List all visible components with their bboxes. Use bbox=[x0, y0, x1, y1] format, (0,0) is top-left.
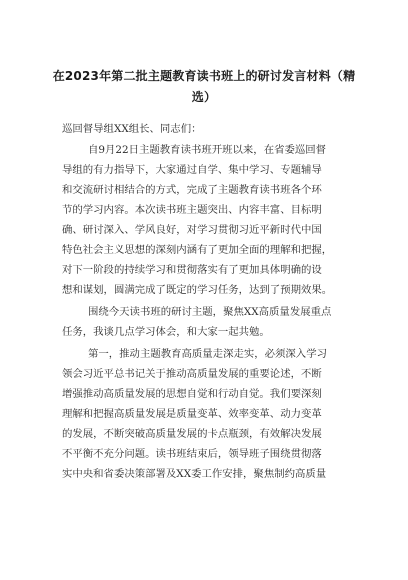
paragraph-line: 对下一阶段的持续学习和贯彻落实有了更加具体明确的设 bbox=[62, 264, 322, 276]
paragraph-line: 导组的有力指导下，大家通过自学、集中学习、专题辅导 bbox=[62, 164, 322, 176]
paragraph-line: 节的学习内容。本次读书班主题突出、内容丰富、目标明 bbox=[62, 204, 322, 216]
salutation: 巡回督导组XX组长、同志们： bbox=[62, 123, 202, 135]
paragraph-line: 确、研讨深入、学风良好，对学习贯彻习近平新时代中国 bbox=[62, 224, 322, 236]
paragraph-line: 任务，我谈几点学习体会，和大家一起共勉。 bbox=[62, 326, 270, 338]
paragraph-line: 领会习近平总书记关于推动高质量发展的重要论述，不断 bbox=[62, 368, 322, 380]
document-title-line-2: 选） bbox=[191, 90, 217, 104]
paragraph-line: 想和谋划，圆满完成了既定的学习任务，达到了预期效果。 bbox=[62, 284, 333, 296]
paragraph-line: 实中央和省委决策部署及XX委工作安排，聚焦制约高质量 bbox=[62, 468, 327, 480]
paragraph-line: 增强推动高质量发展的思想自觉和行动自觉。我们要深刻 bbox=[62, 388, 322, 400]
paragraph-line: 和交流研讨相结合的方式，完成了主题教育读书班各个环 bbox=[62, 184, 322, 196]
document-title-line-1: 在2023年第二批主题教育读书班上的研讨发言材料（精 bbox=[52, 69, 356, 83]
paragraph-line: 特色社会主义思想的深刻内涵有了更加全面的理解和把握， bbox=[62, 244, 333, 256]
paragraph-line: 第一，推动主题教育高质量走深走实，必须深入学习 bbox=[88, 348, 327, 360]
paragraph-line: 围绕今天读书班的研讨主题，聚焦XX高质量发展重点 bbox=[88, 306, 332, 318]
paragraph-line: 的发展，不断突破高质量发展的卡点瓶颈，有效解决发展 bbox=[62, 428, 322, 440]
paragraph-line: 理解和把握高质量发展是质量变革、效率变革、动力变革 bbox=[62, 408, 322, 420]
paragraph-line: 自9月22日主题教育读书班开班以来，在省委巡回督 bbox=[88, 144, 327, 156]
paragraph-line: 不平衡不充分问题。读书班结束后，领导班子围绕贯彻落 bbox=[62, 448, 322, 460]
